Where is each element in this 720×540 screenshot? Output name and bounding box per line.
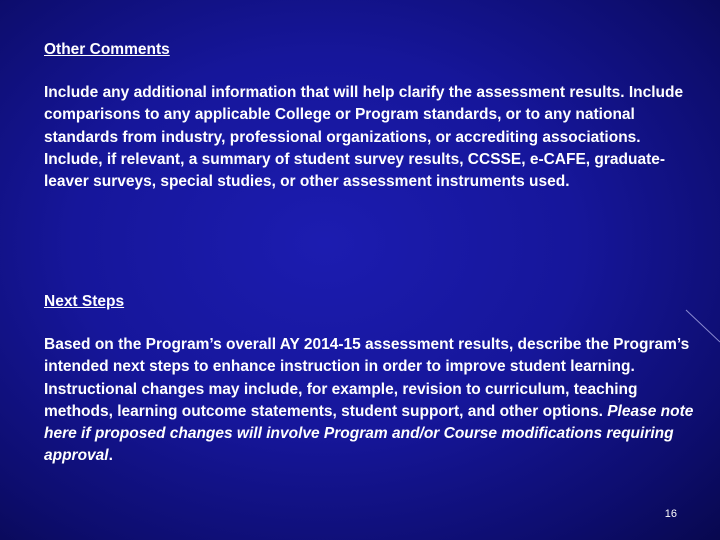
next-steps-body-end: . [108, 447, 113, 465]
next-steps-section [44, 292, 694, 468]
other-comments-body: Include any additional information that will help clarify the assessment results. Include comparisons to any applicable College or Program standards, or to any national standards from industry, professional organizations, or accrediting associations. Include, if relevant, a summary of student survey results, CCSSE, e-CAFE, graduate-leaver surveys, special studies, or other assessment instruments used. [44, 84, 684, 191]
next-steps-heading: Next Steps [44, 293, 125, 310]
other-comments-section [44, 40, 694, 193]
next-steps-body-italic: Please note here if proposed changes will involve Program and/or Course modifications requiring approval [44, 402, 694, 465]
other-comments-heading: Other Comments [44, 41, 170, 58]
next-steps-body-text: Based on the Program’s overall AY 2014-15 assessment results, describe the Program’s intended next steps to enhance instruction in order to improve student learning. Instructional changes may include, for example, revision to curriculum, teaching methods, learning outcome statements, student support, and other options. [44, 336, 690, 420]
next-steps-body [44, 334, 694, 468]
page-number: 16 [664, 508, 677, 520]
